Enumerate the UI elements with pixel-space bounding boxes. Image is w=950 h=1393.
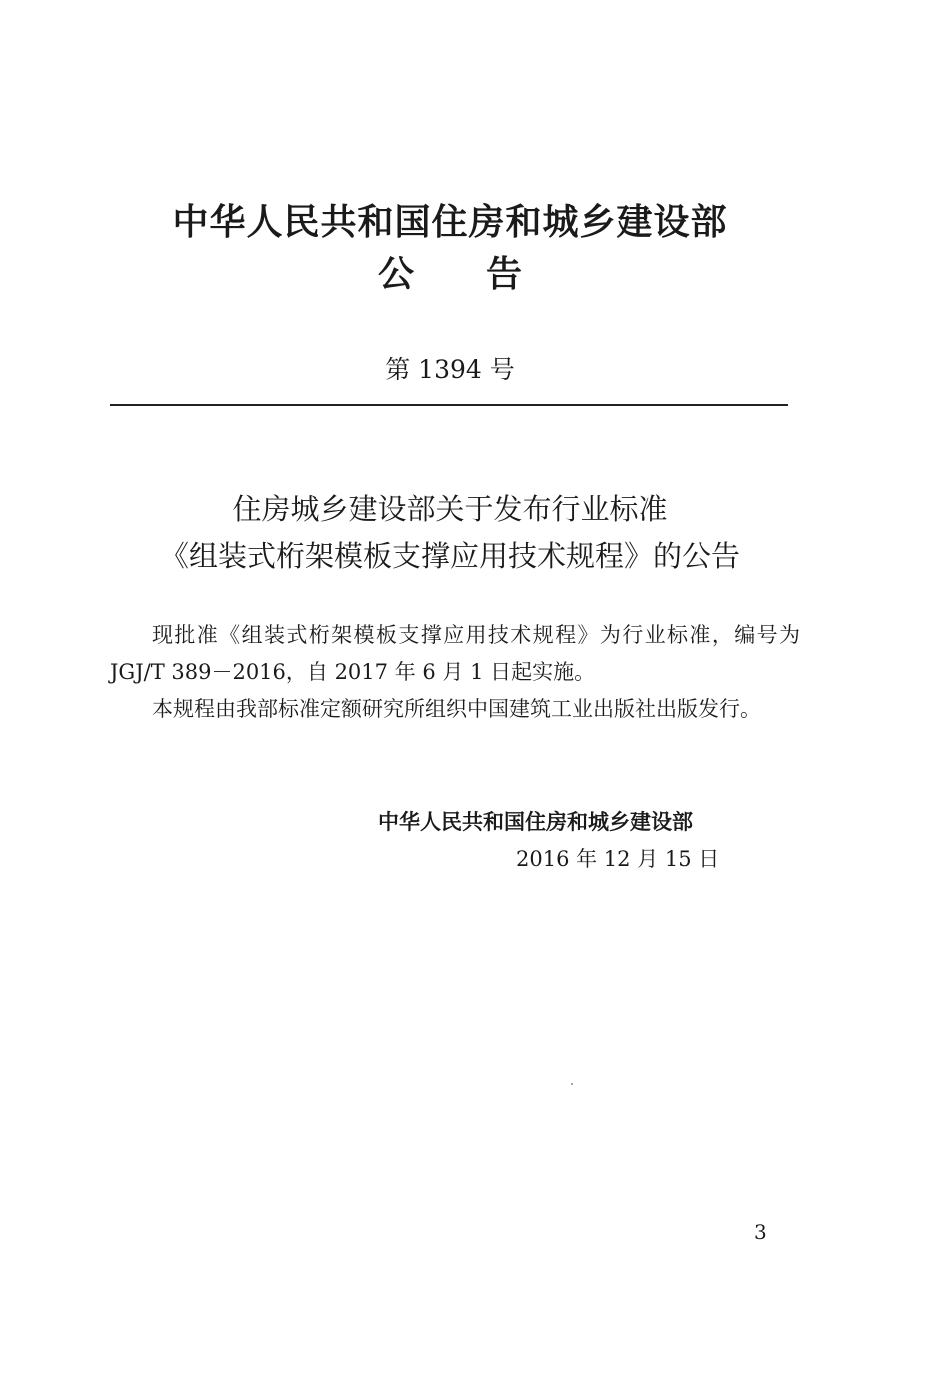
header-divider: [110, 404, 788, 406]
notice-heading: 公告: [377, 254, 594, 295]
body-paragraph-approval: 现批准《组装式桁架模板支撑应用技术规程》为行业标准，编号为 JGJ/T 389－2016，自 2017 年 6 月 1 日起实施。: [110, 623, 800, 684]
signature-organization: 中华人民共和国住房和城乡建设部: [378, 810, 693, 834]
announcement-title-line-1: 住房城乡建设部关于发布行业标准: [232, 492, 668, 526]
announcement-title-line-2: 《组装式桁架模板支撑应用技术规程》的公告: [159, 539, 740, 573]
body-paragraph-publishing: 本规程由我部标准定额研究所组织中国建筑工业出版社出版发行。: [152, 697, 761, 721]
scan-speck: [571, 1083, 573, 1085]
announcement-body: [110, 617, 800, 728]
page-number: 3: [754, 1220, 767, 1244]
signature-date: 2016 年 12 月 15 日: [516, 847, 720, 871]
notice-number: 第 1394 号: [385, 355, 515, 384]
ministry-title: 中华人民共和国住房和城乡建设部: [172, 202, 728, 243]
announcement-title: [0, 486, 900, 580]
